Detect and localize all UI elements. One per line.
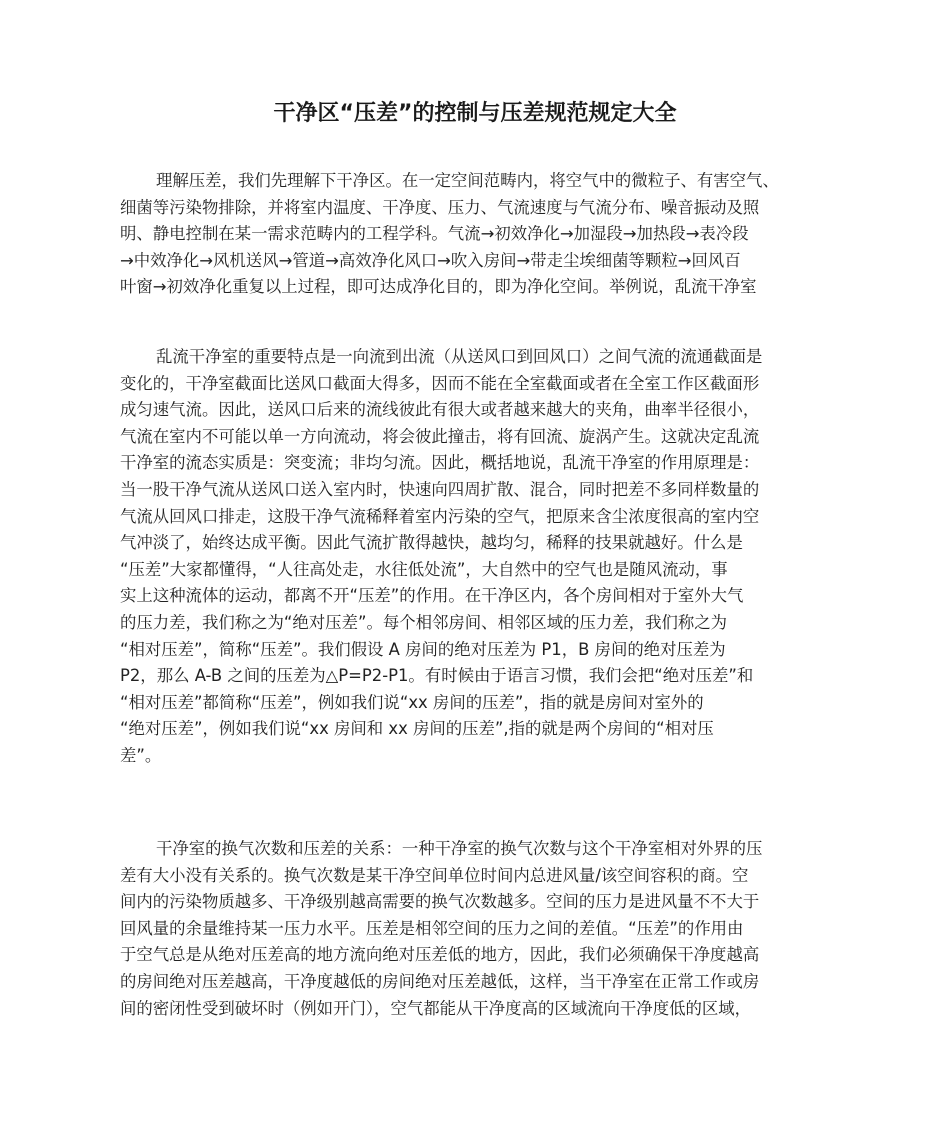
text-line: “压差”大家都懂得，“人往高处走，水往低处流”，大自然中的空气也是随风流动，事 bbox=[120, 559, 728, 579]
paragraph-3 bbox=[120, 836, 832, 1022]
text-line: 干净室的换气次数和压差的关系：一种干净室的换气次数与这个干净室相对外界的压 bbox=[156, 839, 763, 858]
text-line: P2，那么 A-B 之间的压差为△P=P2-P1。有时候由于语言习惯，我们会把“绝对压差”和 bbox=[120, 666, 754, 686]
text-line: 叶窗→初效净化重复以上过程，即可达成净化目的，即为净化空间。举例说，乱流干净室 bbox=[120, 277, 757, 297]
paragraph-2 bbox=[120, 344, 832, 770]
document-title: 干净区“压差”的控制与压差规范规定大全 bbox=[273, 101, 677, 126]
text-line: 变化的，干净室截面比送风口截面大得多，因而不能在全室截面或者在全室工作区截面形 bbox=[120, 373, 760, 393]
text-line: 细菌等污染物排除，并将室内温度、干净度、压力、气流速度与气流分布、噪音振动及照 bbox=[120, 197, 760, 217]
text-line: 回风量的余量维持某一压力水平。压差是相邻空间的压力之间的差值。“压差”的作用由 bbox=[120, 918, 744, 938]
text-line: 成匀速气流。因此，送风口后来的流线彼此有很大或者越来越大的夹角，曲率半径很小， bbox=[120, 400, 760, 420]
text-line: “相对压差”都简称“压差”，例如我们说“xx 房间的压差”，指的就是房间对室外的 bbox=[120, 692, 704, 712]
text-line: →中效净化→风机送风→管道→高效净化风口→吹入房间→带走尘埃细菌等颗粒→回风百 bbox=[120, 250, 741, 270]
paragraph-1 bbox=[120, 168, 832, 301]
text-line: 干净室的流态实质是：突变流；非均匀流。因此，概括地说，乱流干净室的作用原理是： bbox=[120, 453, 760, 473]
text-line: 气冲淡了，始终达成平衡。因此气流扩散得越快，越均匀，稀释的技果就越好。什么是 bbox=[120, 533, 743, 553]
text-line: 气流在室内不可能以单一方向流动，将会彼此撞击，将有回流、旋涡产生。这就决定乱流 bbox=[120, 426, 760, 446]
text-line: 乱流干净室的重要特点是一向流到出流（从送风口到回风口）之间气流的流通截面是 bbox=[156, 347, 763, 366]
text-line: 实上这种流体的运动，都离不开“压差”的作用。在干净区内，各个房间相对于室外大气 bbox=[120, 586, 744, 606]
text-line: 于空气总是从绝对压差高的地方流向绝对压差低的地方，因此，我们必须确保干净度越高 bbox=[120, 945, 760, 965]
text-line: 当一股干净气流从送风口送入室内时，快速向四周扩散、混合，同时把差不多同样数量的 bbox=[120, 479, 760, 499]
text-line: 的房间绝对压差越高，干净度越低的房间绝对压差越低，这样，当干净室在正常工作或房 bbox=[120, 971, 760, 991]
text-line: “相对压差”，简称“压差”。我们假设 A 房间的绝对压差为 P1，B 房间的绝对压差为 bbox=[120, 639, 726, 659]
text-line: 气流从回风口排走，这股干净气流稀释着室内污染的空气，把原来含尘浓度很高的室内空 bbox=[120, 506, 760, 526]
text-line: 明、静电控制在某一需求范畴内的工程学科。气流→初效净化→加湿段→加热段→表冷段 bbox=[120, 224, 749, 244]
text-line: 理解压差，我们先理解下干净区。在一定空间范畴内，将空气中的微粒子、有害空气、 bbox=[156, 171, 779, 190]
text-line: 间的密闭性受到破坏时（例如开门），空气都能从干净度高的区域流向干净度低的区域， bbox=[120, 998, 752, 1018]
text-line: 的压力差，我们称之为“绝对压差”。每个相邻房间、相邻区域的压力差，我们称之为 bbox=[120, 612, 728, 632]
text-line: “绝对压差”，例如我们说“xx 房间和 xx 房间的压差”,指的就是两个房间的“相对压 bbox=[120, 719, 714, 739]
text-line: 间内的污染物质越多、干净级别越高需要的换气次数越多。空间的压力是进风量不不大于 bbox=[120, 892, 760, 912]
text-line: 差”。 bbox=[120, 745, 162, 765]
text-line: 差有大小没有关系的。换气次数是某干净空间单位时间内总进风量/该空间容积的商。空 bbox=[120, 865, 749, 885]
